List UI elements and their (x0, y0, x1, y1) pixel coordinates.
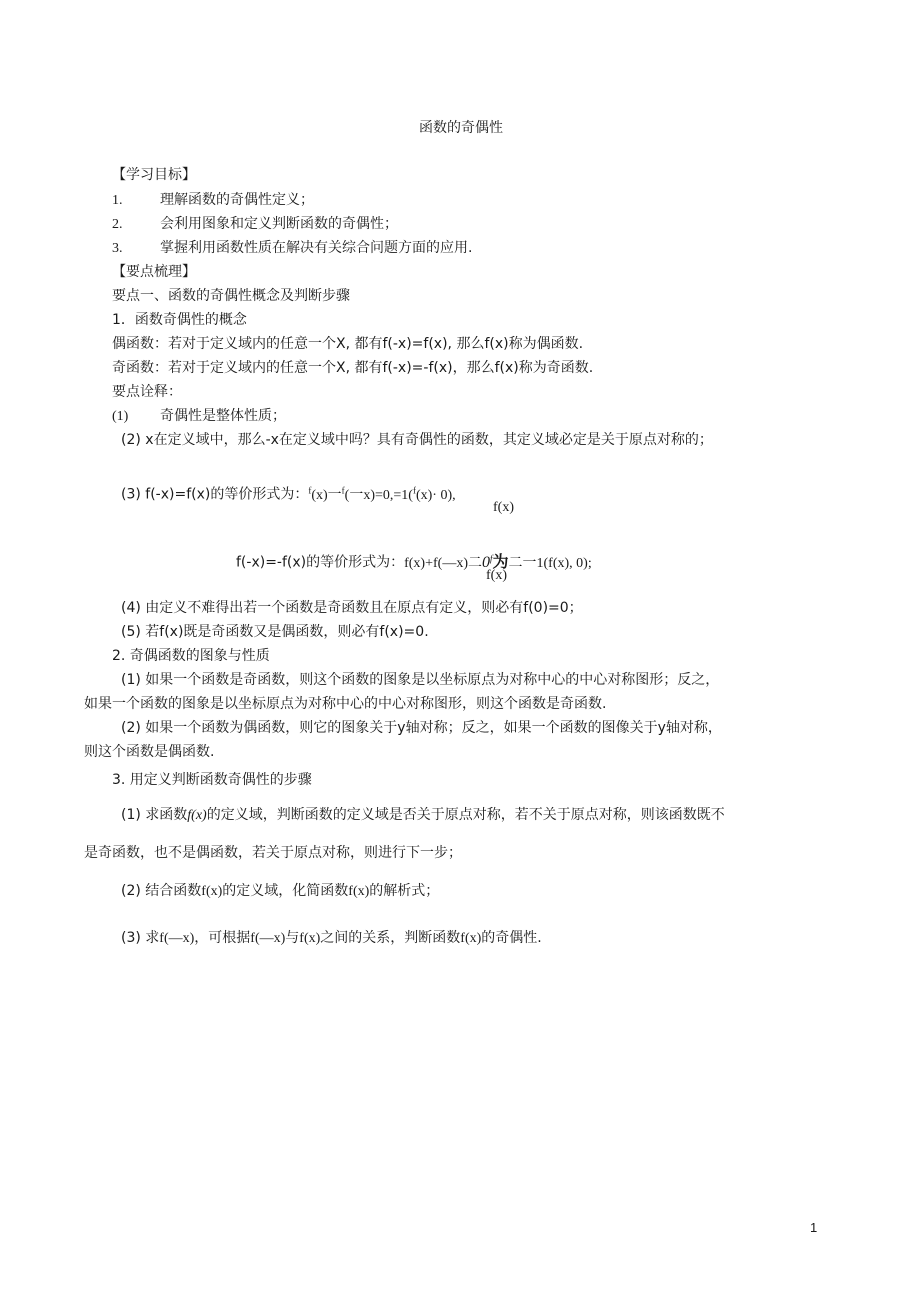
odd-equivalent-formula: f(x)+f(—x)二0$^f$为二一1(f(x), 0); (404, 553, 592, 571)
goal-text: 理解函数的奇偶性定义； (160, 192, 314, 208)
point1-sub3: 3. 用定义判断函数奇偶性的步骤 (112, 772, 312, 788)
step-1-line2: 是奇函数，也不是偶函数，若关于原点对称，则进行下一步； (84, 845, 462, 861)
notes-heading: 要点诠释： (112, 384, 182, 400)
summary-heading: 【要点梳理】 (112, 264, 196, 280)
note-3 (121, 481, 456, 505)
function-symbol: f(x) (460, 931, 482, 946)
graph-property-2-line1: (2) 如果一个函数为偶函数，则它的图象关于y轴对称；反之，如果一个函数的图像关于y轴对称， (121, 720, 722, 736)
point1-sub2: 2. 奇偶函数的图象与性质 (112, 648, 270, 664)
function-symbol: f(—x) (250, 931, 286, 946)
odd-equivalent (236, 549, 592, 573)
goal-text: 会利用图象和定义判断函数的奇偶性； (160, 216, 398, 232)
goal-item (112, 239, 472, 258)
odd-formula-denominator: f(x) (486, 568, 507, 583)
note-4: (4) 由定义不难得出若一个函数是奇函数且在原点有定义，则必有f(0)=0； (121, 600, 583, 616)
goals-heading: 【学习目标】 (112, 167, 196, 183)
note-1 (112, 407, 286, 426)
odd-equivalent-prefix: f(-x)=-f(x)的等价形式为： (236, 554, 405, 571)
even-formula-denominator: f(x) (493, 500, 514, 515)
goal-number: 1. (112, 193, 123, 208)
function-symbol: f(—x) (159, 931, 195, 946)
goal-item (112, 191, 314, 210)
function-symbol: f(x) (187, 808, 207, 823)
page-number: 1 (810, 1220, 818, 1235)
odd-definition: 奇函数：若对于定义域内的任意一个X, 都有f(-x)=-f(x)，那么f(x)称为奇函数. (112, 360, 594, 376)
even-definition: 偶函数：若对于定义域内的任意一个X, 都有f(-x)=f(x), 那么f(x)称为偶函数. (112, 336, 584, 352)
even-equivalent-formula: $^f$(x)一$^f$(一x)=0,=1($^f$(x)· 0), (308, 485, 456, 503)
graph-property-1-line2: 如果一个函数的图象是以坐标原点为对称中心的中心对称图形，则这个函数是奇函数. (84, 696, 607, 712)
function-symbol: f(x) (201, 884, 223, 899)
page-title: 函数的奇偶性 (419, 120, 503, 136)
goal-number: 3. (112, 241, 123, 256)
note-number: (1) (112, 409, 129, 424)
step-3: (3) 求f(—x)，可根据f(—x)与f(x)之间的关系，判断函数f(x)的奇偶性. (121, 930, 542, 946)
note3-prefix: (3) f(-x)=f(x)的等价形式为： (121, 486, 309, 503)
note-5: (5) 若f(x)既是奇函数又是偶函数，则必有f(x)=0. (121, 624, 429, 640)
point1-heading: 要点一、函数的奇偶性概念及判断步骤 (112, 288, 350, 304)
goal-item (112, 215, 398, 234)
goal-number: 2. (112, 217, 123, 232)
function-symbol: f(x) (299, 931, 321, 946)
graph-property-1-line1: (1) 如果一个函数是奇函数，则这个函数的图象是以坐标原点为对称中心的中心对称图形；反之， (121, 672, 720, 688)
goal-text: 掌握利用函数性质在解决有关综合问题方面的应用. (160, 240, 473, 256)
note-2: (2) x在定义域中，那么-x在定义域中吗？具有奇偶性的函数，其定义域必定是关于原点对称的； (121, 432, 713, 448)
graph-property-2-line2: 则这个函数是偶函数. (84, 744, 215, 760)
step-1: (1) 求函数f(x)的定义域，判断函数的定义域是否关于原点对称，若不关于原点对称，则该函数既不 (121, 807, 725, 823)
note-text: 奇偶性是整体性质； (160, 408, 286, 424)
point1-sub1: 1．函数奇偶性的概念 (112, 312, 247, 328)
function-symbol: f(x) (348, 884, 370, 899)
step-2: (2) 结合函数f(x)的定义域，化简函数f(x)的解析式； (121, 883, 440, 899)
